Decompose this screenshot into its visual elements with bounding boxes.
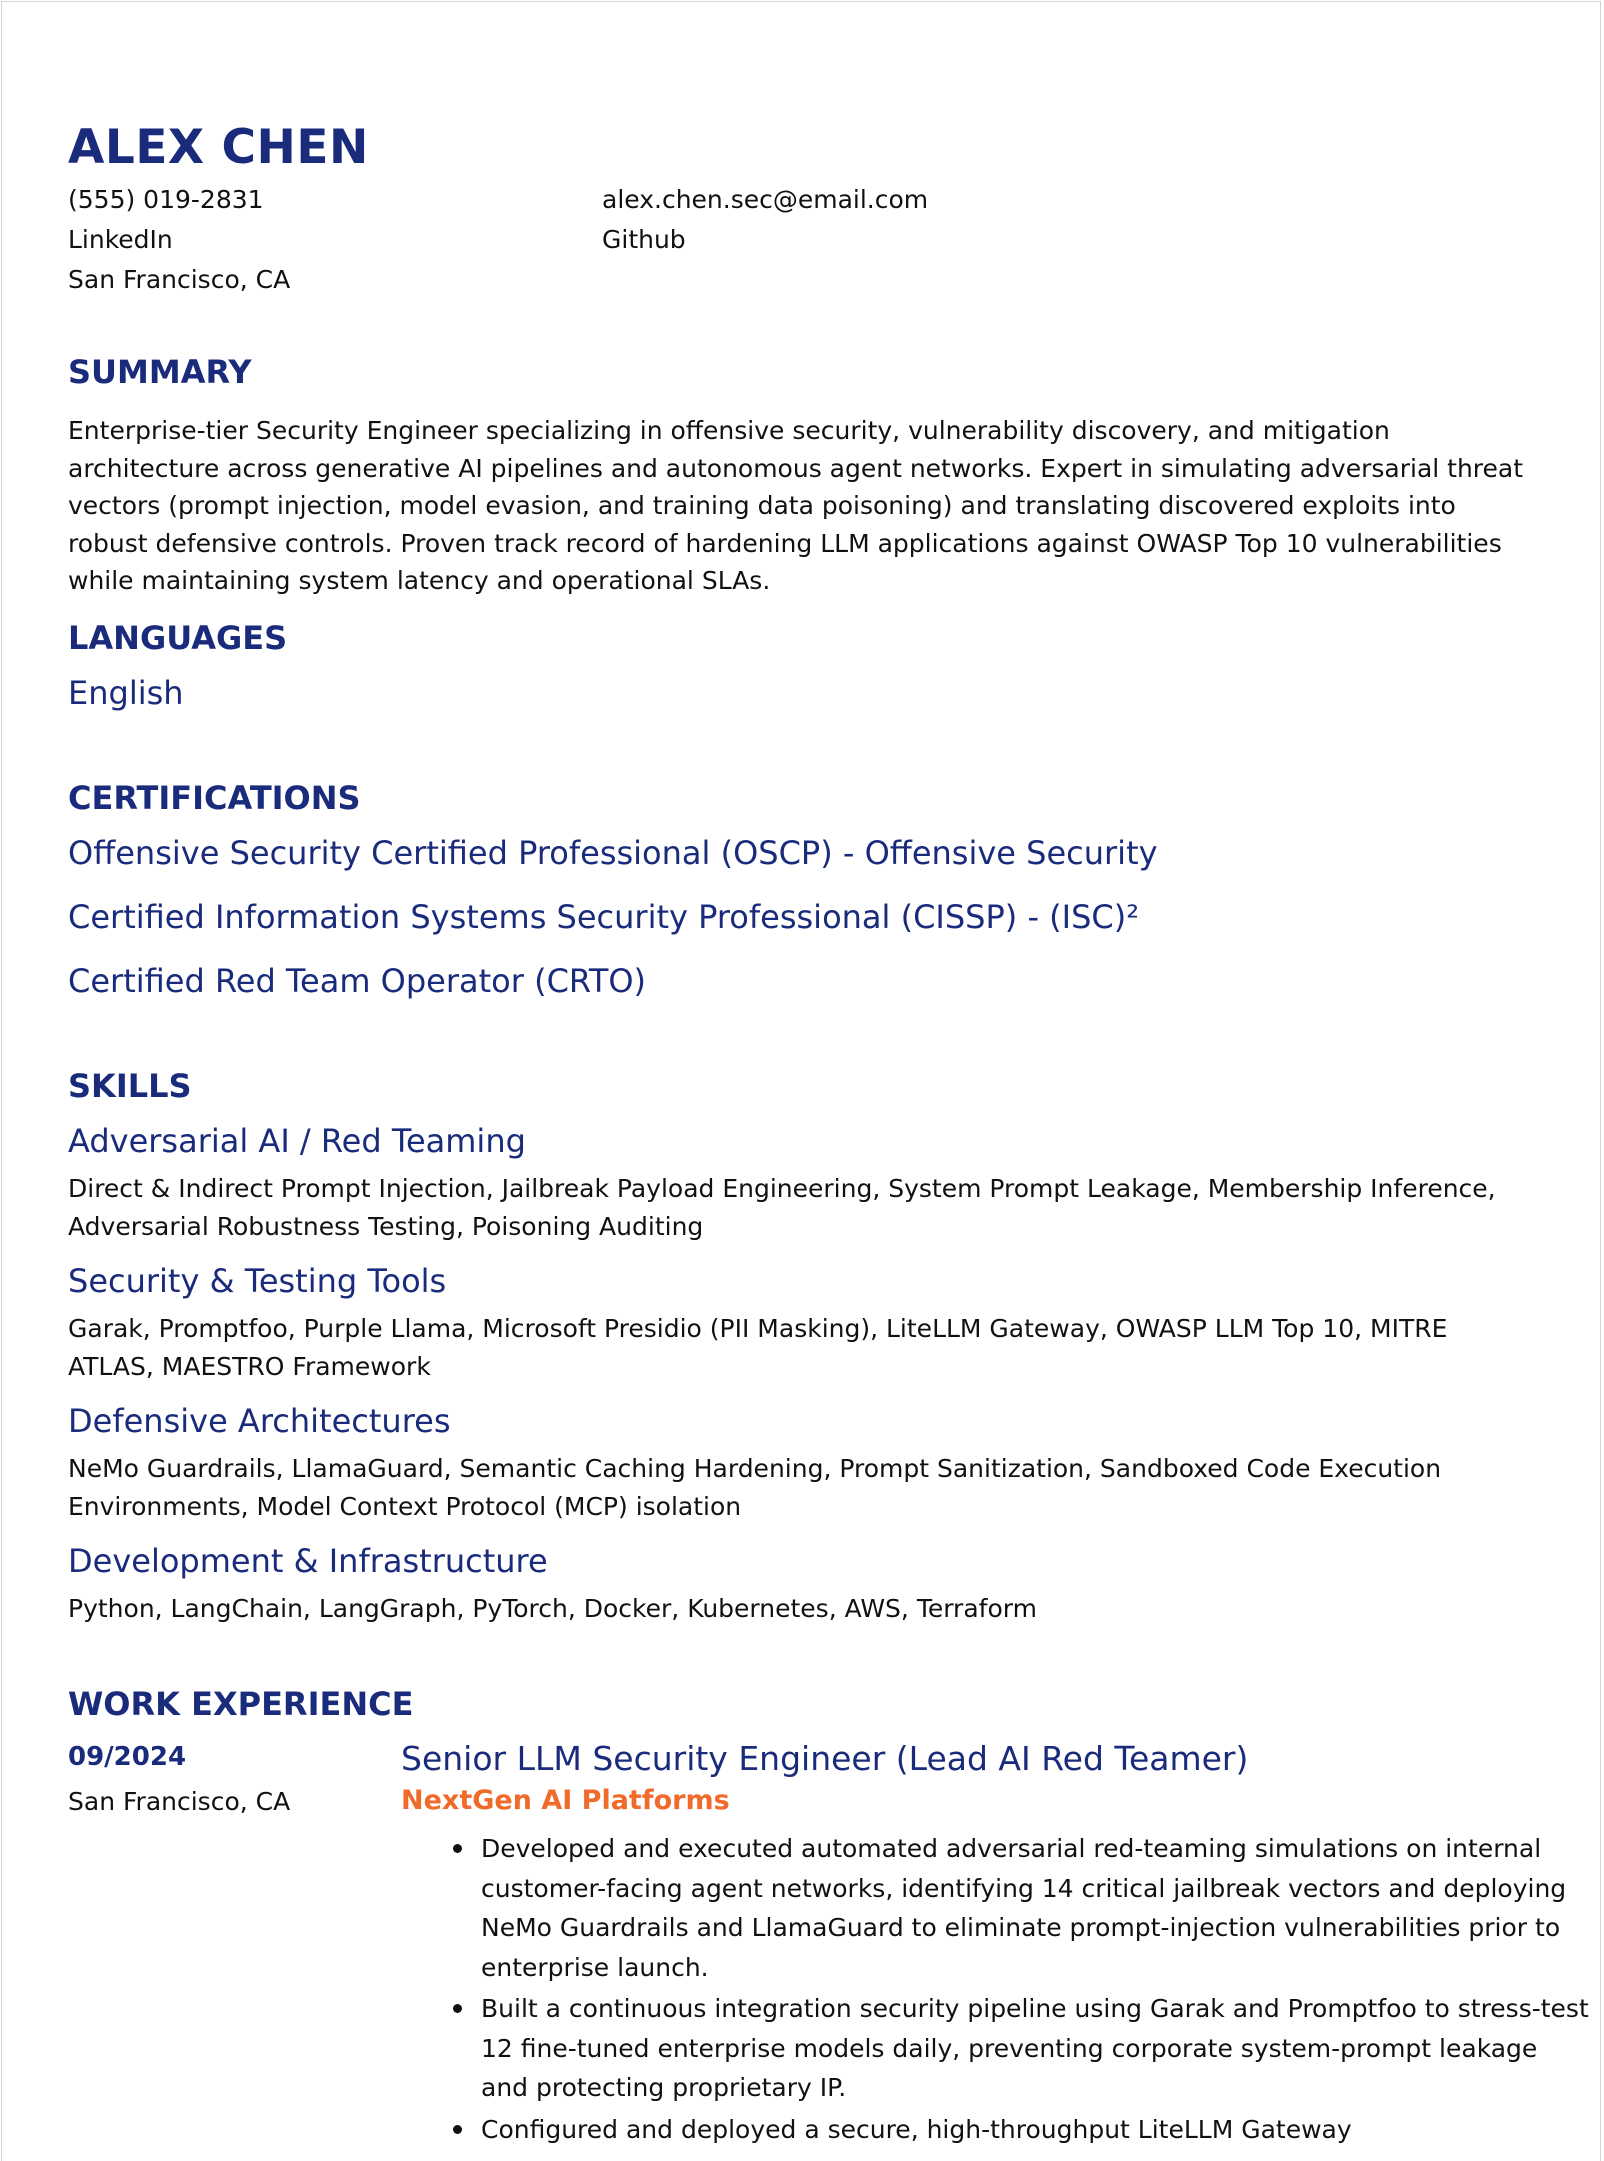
language-item: English <box>68 674 184 712</box>
bullet-dot-icon <box>453 2004 462 2013</box>
resume-page <box>1 1 1601 2161</box>
candidate-name: ALEX CHEN <box>68 120 369 175</box>
job-bullet <box>481 1989 1591 2108</box>
github-link[interactable]: Github <box>602 225 686 254</box>
location: San Francisco, CA <box>68 265 291 294</box>
job-bullet <box>481 2110 1591 2150</box>
job-bullet <box>481 1829 1591 1987</box>
job-location: San Francisco, CA <box>68 1787 291 1816</box>
phone-number: (555) 019-2831 <box>68 185 264 214</box>
job-title: Senior LLM Security Engineer (Lead AI Red Teamer) <box>401 1739 1249 1778</box>
company-name: NextGen AI Platforms <box>401 1785 730 1816</box>
job-bullet-text: Developed and executed automated adversarial red-teaming simulations on internal customer-facing agent networks, identifying 14 critical jailbreak vectors and deploying NeMo Guardrails and LlamaGuard to eliminate prompt-injection vulnerabilities prior to enterprise launch. <box>481 1834 1567 1982</box>
skill-group-title: Security & Testing Tools <box>68 1262 447 1300</box>
linkedin-link[interactable]: LinkedIn <box>68 225 173 254</box>
certification-item: Offensive Security Certified Professional (OSCP) - Offensive Security <box>68 834 1158 872</box>
skill-group-title: Development & Infrastructure <box>68 1542 548 1580</box>
work-experience-heading: WORK EXPERIENCE <box>68 1685 414 1723</box>
job-bullet-text: Configured and deployed a secure, high-throughput LiteLLM Gateway <box>481 2114 1352 2144</box>
job-bullet-text: Built a continuous integration security pipeline using Garak and Promptfoo to stress-test 12 fine-tuned enterprise models daily, preventing corporate system-prompt leakage and protecting proprietary IP. <box>481 1994 1589 2102</box>
skills-heading: SKILLS <box>68 1067 192 1105</box>
languages-heading: LANGUAGES <box>68 619 288 657</box>
skill-group-text: Garak, Promptfoo, Purple Llama, Microsoft Presidio (PII Masking), LiteLLM Gateway, OWASP LLM Top 10, MITRE ATLAS, MAESTRO Framework <box>68 1314 1448 1381</box>
skill-group-title: Defensive Architectures <box>68 1402 451 1440</box>
skill-group-text: NeMo Guardrails, LlamaGuard, Semantic Caching Hardening, Prompt Sanitization, Sandboxed Code Execution Environments, Model Context Protocol (MCP) isolation <box>68 1454 1442 1521</box>
skill-group-text: Direct & Indirect Prompt Injection, Jailbreak Payload Engineering, System Prompt Leakage, Membership Inference, Adversarial Robustness Testing, Poisoning Auditing <box>68 1174 1496 1241</box>
skill-group-text: Python, LangChain, LangGraph, PyTorch, Docker, Kubernetes, AWS, Terraform <box>68 1594 1037 1623</box>
summary-heading: SUMMARY <box>68 353 252 391</box>
bullet-dot-icon <box>453 1844 462 1853</box>
job-date: 09/2024 <box>68 1742 187 1772</box>
certification-item: Certified Information Systems Security Professional (CISSP) - (ISC)² <box>68 898 1140 936</box>
bullet-dot-icon <box>453 2125 462 2134</box>
summary-text: Enterprise-tier Security Engineer specializing in offensive security, vulnerability discovery, and mitigation architecture across generative AI pipelines and autonomous agent networks. Expert in simulating adversarial threat vectors (prompt injection, model evasion, and training data poisoning) and translating discovered exploits into robust defensive controls. Proven track record of hardening LLM applications against OWASP Top 10 vulnerabilities while maintaining system latency and operational SLAs. <box>68 416 1524 595</box>
certification-item: Certified Red Team Operator (CRTO) <box>68 962 647 1000</box>
skill-group-title: Adversarial AI / Red Teaming <box>68 1122 526 1160</box>
certifications-heading: CERTIFICATIONS <box>68 779 361 817</box>
job-bullet-list <box>481 1829 1591 2151</box>
email-address: alex.chen.sec@email.com <box>602 185 929 214</box>
